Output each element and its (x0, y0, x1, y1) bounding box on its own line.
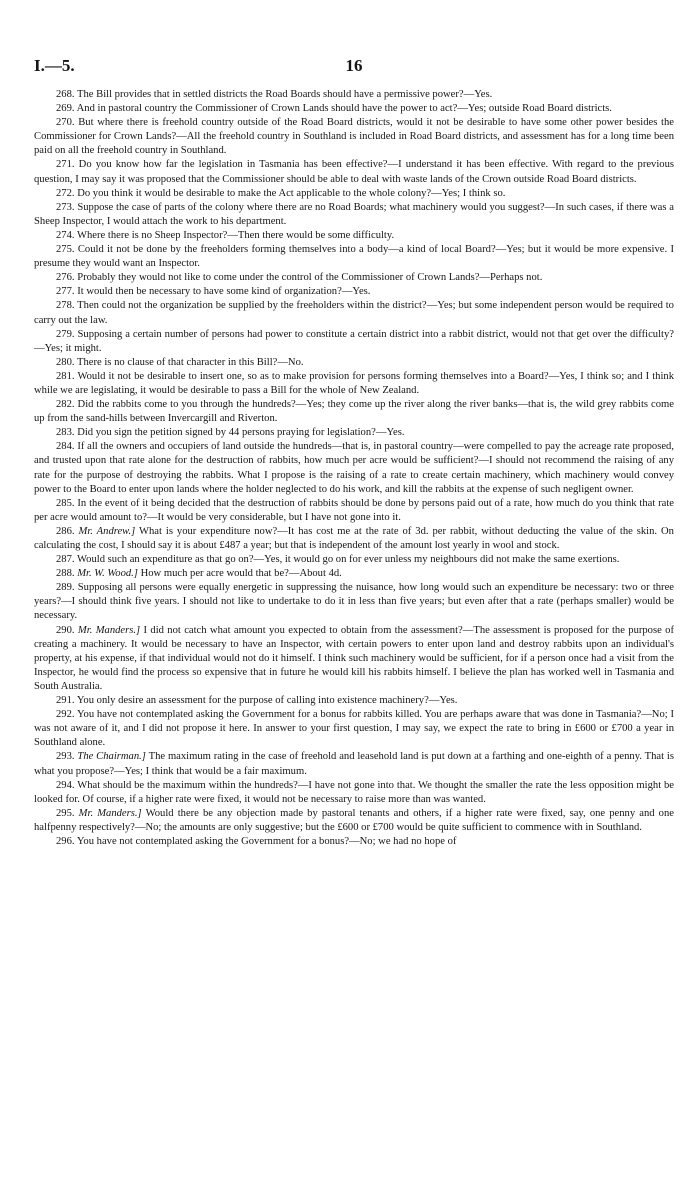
page-number: 16 (345, 56, 363, 75)
question-number: 287. (56, 554, 75, 566)
question-number: 296. (56, 835, 75, 847)
question-text: What should be the maximum within the hundreds?—I have not gone into that. We thought the smaller the rate the less opposition might be looked for. Of course, if a higher rate were fixed, it would not be necessary to raise more than was wanted. (34, 779, 674, 805)
question-text: Supposing a certain number of persons had power to constitute a certain district into a rabbit district, would not that get over the difficulty?—Yes; it might. (34, 328, 674, 354)
question-text: Do you know how far the legislation in Tasmania has been effective?—I understand it has been effective. With regard to the previous question, I may say it was proposed that the Commissioner should be able to deal with waste lands of the Crown outside Road Board districts. (34, 159, 675, 185)
question-number: 272. (56, 187, 75, 199)
question-paragraph (34, 158, 674, 186)
document-reference: I.—5. (34, 56, 75, 75)
question-number: 276. (56, 272, 75, 284)
question-number: 271. (56, 159, 75, 171)
question-number: 277. (56, 286, 75, 298)
question-number: 292. (56, 709, 75, 721)
question-number: 290. (56, 624, 75, 636)
question-text: Would such an expenditure as that go on?—Yes, it would go on for ever unless my neighbours did not make the same exertions. (77, 554, 620, 566)
question-text: It would then be necessary to have some kind of organization?—Yes. (77, 286, 371, 298)
question-paragraph (34, 285, 674, 299)
question-number: 273. (56, 201, 75, 213)
question-text: Suppose the case of parts of the colony where there are no Road Boards; what machinery would you suggest?—In such cases, if there was a Sheep Inspector, I would attach the work to his department. (34, 201, 674, 227)
question-paragraph (34, 426, 674, 440)
speaker-name: Mr. Manders.] (78, 807, 142, 819)
question-paragraph (34, 694, 674, 708)
question-number: 294. (56, 779, 75, 791)
question-text: If all the owners and occupiers of land outside the hundreds—that is, in pastoral country—were compelled to pay the acreage rate proposed, and trusted upon that rate alone for the destruction of rabbits, how much per acre would be sufficient?—I should not recommend the raising of any rate for the purpose of destroying the rabbits. What I propose is the raising of a rate to create certain machinery, which machinery would convey power to the Board to enter upon lands where the holder neglected to do his work, and kill the rabbits at the expense of such negligent owner. (34, 441, 674, 495)
question-text: Do you think it would be desirable to make the Act applicable to the whole colony?—Yes; I think so. (77, 187, 506, 199)
question-text: Would there be any objection made by pastoral tenants and others, if a higher rate were fixed, say, one penny and one halfpenny respectively?—No; the amounts are only suggestive; but the £600 or £700 would be quite sufficient to commence with in Southland. (34, 807, 674, 833)
minutes-of-evidence (34, 88, 674, 849)
question-paragraph (34, 553, 674, 567)
question-text: The maximum rating in the case of freehold and leasehold land is put down at a farthing and one-eighth of a penny. That is what you propose?—Yes; I think that would be a fair maximum. (34, 751, 674, 777)
question-paragraph (34, 243, 674, 271)
question-paragraph (34, 708, 674, 750)
question-number: 278. (56, 300, 75, 312)
question-number: 280. (56, 356, 75, 368)
question-number: 286. (56, 525, 75, 537)
question-paragraph (34, 370, 674, 398)
question-paragraph (34, 525, 674, 553)
question-number: 270. (56, 117, 75, 129)
question-paragraph (34, 88, 674, 102)
speaker-name: Mr. W. Wood.] (77, 568, 138, 580)
question-paragraph (34, 102, 674, 116)
question-paragraph (34, 497, 674, 525)
question-number: 268. (56, 89, 75, 100)
question-paragraph (34, 581, 674, 623)
question-number: 293. (56, 751, 75, 763)
question-text: You have not contemplated asking the Government for a bonus?—No; we had no hope of (76, 835, 457, 847)
question-number: 279. (56, 328, 75, 340)
question-paragraph (34, 116, 674, 158)
question-paragraph (34, 356, 674, 370)
question-text: In the event of it being decided that the destruction of rabbits should be done by persons paid out of a rate, how much do you think that rate per acre would amount to?—It would be very considerable, but I have not gone into it. (34, 497, 674, 523)
question-paragraph (34, 779, 674, 807)
question-paragraph (34, 328, 674, 356)
question-number: 275. (56, 244, 75, 256)
question-number: 291. (56, 695, 75, 707)
question-paragraph (34, 440, 674, 496)
question-text: What is your expenditure now?—It has cost me at the rate of 3d. per rabbit, without deducting the value of the skin. On calculating the cost, I should say it is about £487 a year; but that is independent of the amount lost yearly in wool and stock. (34, 525, 674, 551)
question-text: There is no clause of that character in this Bill?—No. (77, 356, 304, 368)
question-number: 284. (56, 441, 75, 453)
question-number: 281. (56, 370, 75, 382)
question-paragraph (34, 229, 674, 243)
page-header (34, 56, 674, 80)
question-number: 285. (56, 497, 75, 509)
speaker-name: Mr. Manders.] (77, 624, 141, 636)
question-text: Supposing all persons were equally energetic in suppressing the nuisance, how long would such an expenditure be necessary: two or three years?—I should think five years. I should not like to undertake to do it in less than five years; but even after that a rate (perhaps smaller) would be necessary. (34, 582, 674, 622)
question-text: Did the rabbits come to you through the hundreds?—Yes; they come up the river along the river banks—that is, the wild grey rabbits come up from the sand-hills between Invercargill and Riverton. (34, 399, 674, 425)
question-number: 283. (56, 427, 75, 439)
question-paragraph (34, 807, 674, 835)
question-text: Probably they would not like to come under the control of the Commissioner of Crown Lands?—Perhaps not. (77, 272, 543, 284)
question-text: But where there is freehold country outside of the Road Board districts, would it not be desirable to have some other power besides the Commissioner for Crown Lands?—All the freehold country in Southland is included in Road Board districts, and assessment has for a long time been paid on all the freehold country in Southland. (34, 117, 674, 157)
question-text: Would it not be desirable to insert one, so as to make provision for persons forming themselves into a Board?—Yes, I think so; and I think while we are legislating, it would be desirable to pass a Bill for the whole of New Zealand. (34, 370, 675, 396)
question-number: 289. (56, 582, 75, 594)
question-text: And in pastoral country the Commissioner of Crown Lands should have the power to act?—Yes; outside Road Board districts. (76, 103, 612, 115)
question-paragraph (34, 398, 674, 426)
question-number: 282. (56, 399, 75, 411)
question-text: How much per acre would that be?—About 4d. (140, 568, 342, 580)
question-paragraph (34, 201, 674, 229)
question-number: 288. (56, 568, 75, 580)
question-paragraph (34, 835, 674, 849)
question-paragraph (34, 299, 674, 327)
question-text: Could it not be done by the freeholders forming themselves into a body—a kind of local Board?—Yes; but it would be more expensive. I presume they would want an Inspector. (34, 244, 674, 270)
question-text: I did not catch what amount you expected to obtain from the assessment?—The assessment is proposed for the purpose of creating a machinery. It would be necessary to have an Inspector, with certain powers to enter upon land and destroy rabbits upon an individual's property, at his expense, if that individual would not do it himself. I think such machinery would be sufficient, for if a person once had a visit from the Inspector, he would find the process so expensive that in future he would kill his rabbits himself. I believe the plan has worked well in Tasmania and South Australia. (34, 624, 674, 692)
speaker-name: The Chairman.] (77, 751, 146, 763)
question-paragraph (34, 624, 674, 694)
question-text: The Bill provides that in settled districts the Road Boards should have a permissive power?—Yes. (77, 89, 493, 100)
question-text: You only desire an assessment for the purpose of calling into existence machinery?—Yes. (76, 695, 458, 707)
question-number: 269. (56, 103, 75, 115)
question-number: 295. (56, 807, 75, 819)
question-text: You have not contemplated asking the Government for a bonus for rabbits killed. You are perhaps aware that was done in Tasmania?—No; I was not aware of it, and I did not propose it here. In answer to your first question, I may say, we expect the rate to bring in £600 or £700 a year in Southland alone. (34, 709, 674, 749)
question-paragraph (34, 750, 674, 778)
question-text: Did you sign the petition signed by 44 persons praying for legislation?—Yes. (77, 427, 405, 439)
question-number: 274. (56, 229, 75, 241)
question-paragraph (34, 187, 674, 201)
question-text: Where there is no Sheep Inspector?—Then there would be some difficulty. (77, 229, 395, 241)
question-paragraph (34, 271, 674, 285)
question-text: Then could not the organization be supplied by the freeholders within the district?—Yes; but some independent person would be required to carry out the law. (34, 300, 674, 326)
speaker-name: Mr. Andrew.] (78, 525, 136, 537)
question-paragraph (34, 567, 674, 581)
